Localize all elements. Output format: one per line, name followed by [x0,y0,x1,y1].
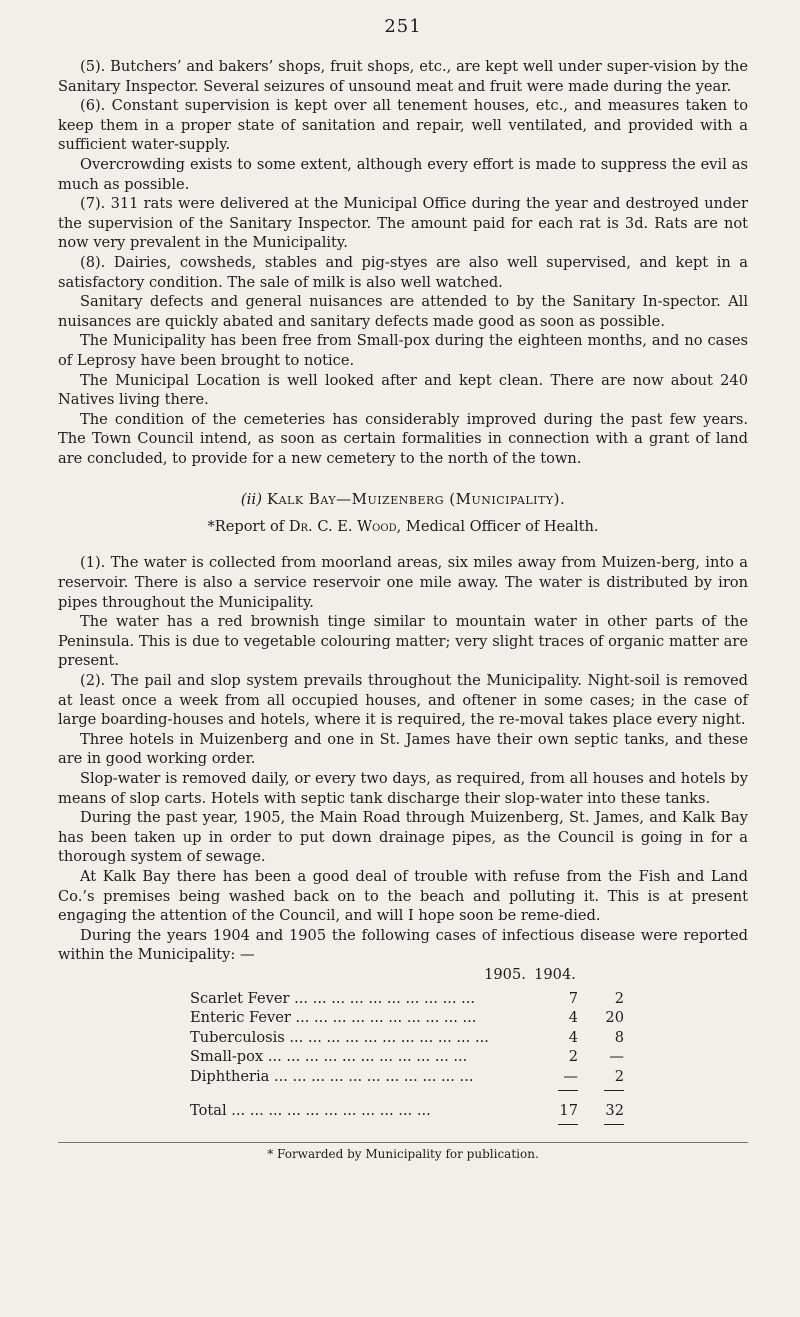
dot-leader: ... ... ... ... ... ... ... ... ... ... ... [231,1101,431,1119]
table-row [190,1047,624,1067]
dot-leader: ... ... ... ... ... ... ... ... ... ... [295,1009,477,1027]
paragraph: (7). 311 rats were delivered at the Municipal Office during the year and destroyed under the supervision of the Sanitary Inspector. The amount paid for each rat is 3d. Rats are not now very prevalent in the Municipality. [58,195,748,252]
section-heading [58,490,748,508]
table-row [190,1067,624,1087]
total-rule-row [190,1120,624,1128]
section-title: Kalk Bay—Muizenberg (Municipality). [266,490,566,509]
paragraph: (5). Butchers’ and bakers’ shops, fruit shops, etc., are kept well under super-vision by the Sanitary Inspector. Several seizures of unsound meat and fruit were made during the year. [58,58,748,95]
value-1905: 4 [568,1028,578,1046]
dot-leader: ... ... ... ... ... ... ... ... ... ... [294,989,476,1007]
table-year-header [58,965,748,985]
bottom-paragraphs [58,553,748,964]
total-rule-row [190,1087,624,1095]
disease-name: Small-pox [190,1048,264,1066]
paragraph: (2). The pail and slop system prevails throughout the Municipality. Night-soil is removed at least once a week from all occupied houses, and oftener in some cases; in the case of large boarding-houses and hotels, where it is required, the re-moval takes place every night. [58,672,748,729]
paragraph: (8). Dairies, cowsheds, stables and pig-styes are also well supervised, and kept in a satisfactory condition. The sale of milk is also well watched. [58,253,748,291]
disease-name: Diphtheria [190,1067,270,1085]
paragraph: During the years 1904 and 1905 the following cases of infectious disease were reported within the Municipality: — [58,926,748,964]
infectious-disease-table [190,989,624,1129]
paragraph: Overcrowding exists to some extent, although every effort is made to suppress the evil as much as possible. [58,155,748,193]
paragraph: Three hotels in Muizenberg and one in St. James have their own septic tanks, and these are in good working order. [58,730,748,768]
table-row [190,1028,624,1048]
top-paragraphs [58,57,748,468]
total-rule [604,1090,624,1091]
value-1904: — [609,1048,624,1066]
total-rule [558,1124,578,1125]
section-numeral: (ii) [240,490,263,509]
disease-name: Scarlet Fever [190,989,290,1007]
total-rule [558,1090,578,1091]
total-rule [604,1124,624,1125]
footnote-divider [58,1142,748,1143]
dot-leader: ... ... ... ... ... ... ... ... ... ... ... [289,1028,489,1046]
year-1904-header: 1904. [534,965,576,983]
total-1905: 17 [559,1101,578,1119]
value-1904: 2 [614,989,624,1007]
total-1904: 32 [605,1101,624,1119]
value-1905: — [563,1067,578,1085]
paragraph: The Municipality has been free from Small-pox during the eighteen months, and no cases of Leprosy have been brought to notice. [58,332,748,369]
disease-name: Tuberculosis [190,1028,285,1046]
paragraph: The Municipal Location is well looked after and kept clean. There are now about 240 Natives living there. [58,371,748,409]
disease-name: Enteric Fever [190,1009,291,1027]
total-row [190,1095,624,1121]
paragraph: (1). The water is collected from moorland areas, six miles away from Muizen-berg, into a reservoir. There is also a service reservoir one mile away. The water is distributed by iron pipes throughout the Municipality. [58,554,748,611]
report-prefix: *Report of [207,518,285,536]
dot-leader: ... ... ... ... ... ... ... ... ... ... ... [274,1067,474,1085]
value-1905: 7 [568,989,578,1007]
value-1904: 20 [605,1009,624,1027]
paragraph: At Kalk Bay there has been a good deal of trouble with refuse from the Fish and Land Co.’s premises being washed back on to the beach and polluting it. This is at present engaging the attention of the Council, and will I hope soon be reme-died. [58,867,748,925]
paragraph: The water has a red brownish tinge similar to mountain water in other parts of the Peninsula. This is due to vegetable colouring matter; very slight traces of organic matter are present. [58,613,748,670]
report-author: Dr. C. E. Wood, [288,518,402,536]
year-1905-header: 1905. [484,965,526,983]
dot-leader: ... ... ... ... ... ... ... ... ... ... ... [267,1048,468,1066]
report-suffix: Medical Officer of Health. [405,518,599,536]
value-1905: 2 [568,1048,578,1066]
page-number: 251 [384,16,422,37]
value-1905: 4 [568,1009,578,1027]
paragraph: During the past year, 1905, the Main Road through Muizenberg, St. James, and Kalk Bay has been taken up in order to put down drainage pipes, as the Council is going in for a thorough system of sewage. [58,809,748,866]
table-row [190,989,624,1009]
paragraph: The condition of the cemeteries has considerably improved during the past few years. The Town Council intend, as soon as certain formalities in connection with a grant of land are concluded, to provide for a new cemetery to the north of the town. [58,410,748,467]
paragraph: Slop-water is removed daily, or every two days, as required, from all houses and hotels by means of slop carts. Hotels with septic tank discharge their slop-water into these tanks. [58,770,748,807]
value-1904: 8 [614,1028,624,1046]
value-1904: 2 [614,1067,624,1085]
footnote: * Forwarded by Municipality for publication. [267,1147,539,1162]
paragraph: (6). Constant supervision is kept over all tenement houses, etc., and measures taken to keep them in a proper state of sanitation and repair, well ventilated, and provided with a sufficient water-supply. [58,97,748,154]
table-row [190,1008,624,1028]
report-attribution [58,518,748,535]
paragraph: Sanitary defects and general nuisances are attended to by the Sanitary In-spector. All nuisances are quickly abated and sanitary defects made good as soon as possible. [58,293,748,330]
total-label: Total [190,1101,227,1119]
